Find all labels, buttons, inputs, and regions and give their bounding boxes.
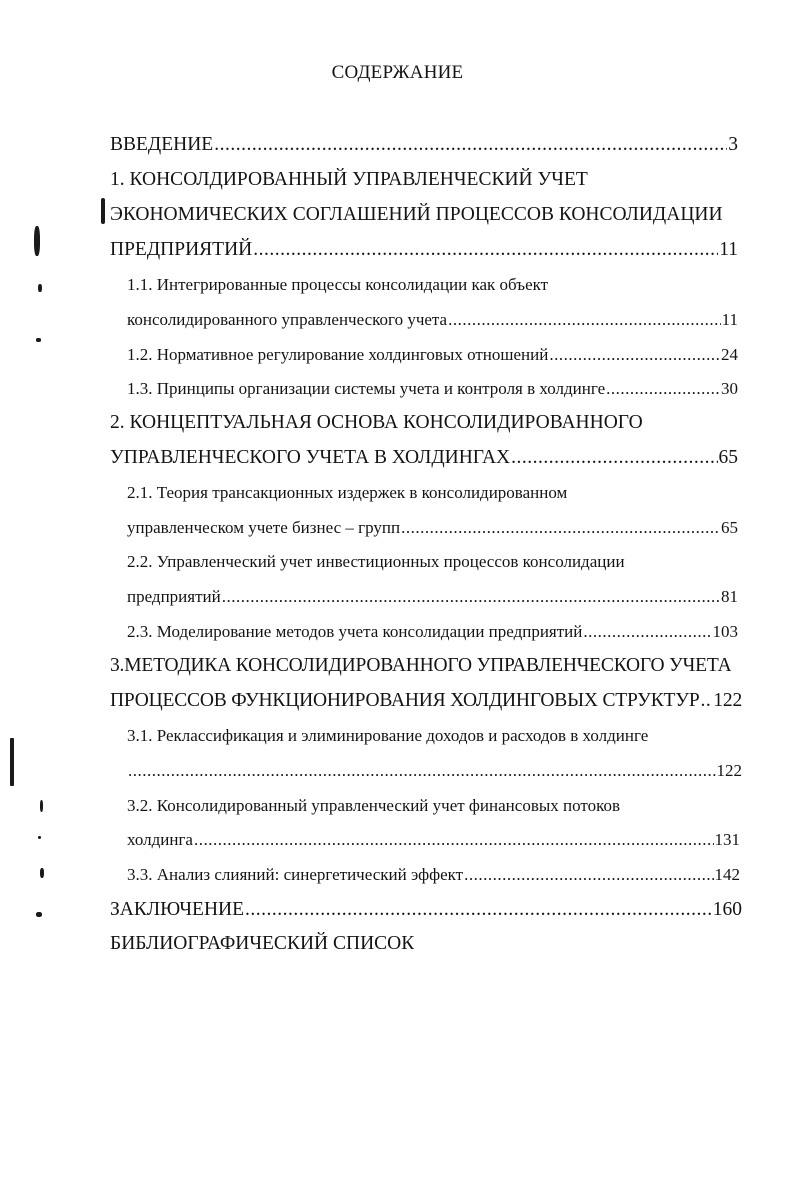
toc-page-number: 81 [721,587,738,606]
dot-leader [511,443,717,473]
toc-page-number: 11 [721,310,738,329]
dot-leader [583,617,711,647]
toc-entry-title: управленческом учете бизнес – групп [127,518,401,537]
toc-section-3-2-line-2[interactable] [127,825,740,855]
toc-section-2-1-line-2[interactable] [127,513,738,543]
toc-entry-title: 3.3. Анализ слияний: синергетический эффект [127,865,464,884]
dot-leader [401,513,720,543]
toc-section-2-3[interactable] [127,617,738,647]
toc-entry-title: 1.3. Принципы организации системы учета и контроля в холдинге [127,379,606,398]
toc-section-1-1-line-1[interactable]: 1.1. Интегрированные процессы консолидации как объект [127,275,549,294]
toc-page-number: 160 [712,899,742,920]
scan-speck [40,868,44,878]
dot-leader [245,895,712,925]
toc-page-number: 131 [714,830,740,849]
toc-entry-title: 2.3. Моделирование методов учета консолидации предприятий [127,622,583,641]
toc-entry-title: предприятий [127,587,221,606]
scan-speck [38,836,41,839]
dot-leader [128,756,716,786]
dot-leader [464,860,713,890]
toc-page-number: 30 [721,379,738,398]
toc-section-3-1-line-2[interactable] [127,756,742,786]
toc-section-2-2-line-1[interactable]: 2.2. Управленческий учет инвестиционных процессов консолидации [127,552,625,571]
toc-entry-title: ВВЕДЕНИЕ [110,134,214,155]
toc-section-3-1-line-1[interactable]: 3.1. Реклассификация и элиминирование доходов и расходов в холдинге [127,726,649,745]
toc-entry-bibliography[interactable]: БИБЛИОГРАФИЧЕСКИЙ СПИСОК [110,933,415,954]
toc-page-number: 142 [714,865,740,884]
toc-entry-title: УПРАВЛЕНЧЕСКОГО УЧЕТА В ХОЛДИНГАХ [110,447,511,468]
toc-entry-title: ПРОЦЕССОВ ФУНКЦИОНИРОВАНИЯ ХОЛДИНГОВЫХ СТРУКТУР [110,690,700,711]
dot-leader [253,235,718,265]
toc-section-3-2-line-1[interactable]: 3.2. Консолидированный управленческий учет финансовых потоков [127,796,621,815]
toc-section-1-1-line-2[interactable] [127,305,738,335]
toc-entry-title: ЗАКЛЮЧЕНИЕ [110,899,245,920]
toc-page-number: 103 [712,622,738,641]
toc-entry-title: холдинга [127,830,193,849]
scan-speck [38,284,42,292]
toc-entry-title: 1.2. Нормативное регулирование холдинговых отношений [127,345,549,364]
scan-speck [40,800,43,812]
toc-chapter-1-line-3[interactable] [110,235,738,265]
toc-section-2-1-line-1[interactable]: 2.1. Теория трансакционных издержек в консолидированном [127,483,568,502]
toc-entry-title: консолидированного управленческого учета [127,310,448,329]
toc-entry-intro[interactable] [110,130,738,160]
toc-chapter-2-line-2[interactable] [110,443,738,473]
dot-leader [194,825,714,855]
toc-page-number: 65 [718,447,738,468]
toc-chapter-1-line-1[interactable]: 1. КОНСОЛДИРОВАННЫЙ УПРАВЛЕНЧЕСКИЙ УЧЕТ [110,169,588,190]
scan-speck [34,226,40,256]
toc-page-number: 122 [713,690,742,711]
scan-speck [36,338,41,342]
scan-speck [101,198,105,224]
toc-section-2-2-line-2[interactable] [127,582,738,612]
page-title: СОДЕРЖАНИЕ [331,62,464,83]
toc-chapter-3-line-1[interactable]: 3.МЕТОДИКА КОНСОЛИДИРОВАННОГО УПРАВЛЕНЧЕСКОГО УЧЕТА [110,655,732,676]
toc-page-number: 11 [719,239,738,260]
toc-section-1-3[interactable] [127,374,738,404]
scan-speck [36,912,42,917]
toc-entry-conclusion[interactable] [110,895,742,925]
dot-leader [222,582,720,612]
dot-leader [448,305,721,335]
toc-page-number: 24 [721,345,738,364]
dot-leader [701,686,713,716]
toc-page-number: 3 [728,134,738,155]
dot-leader [214,130,727,160]
scan-speck [10,738,14,786]
toc-section-1-2[interactable] [127,340,738,370]
toc-entry-title: ПРЕДПРИЯТИЙ [110,239,253,260]
dot-leader [606,374,720,404]
toc-chapter-3-line-2[interactable] [110,686,742,716]
toc-chapter-1-line-2[interactable]: ЭКОНОМИЧЕСКИХ СОГЛАШЕНИЙ ПРОЦЕССОВ КОНСОЛИДАЦИИ [110,204,723,225]
toc-chapter-2-line-1[interactable]: 2. КОНЦЕПТУАЛЬНАЯ ОСНОВА КОНСОЛИДИРОВАННОГО [110,412,643,433]
toc-page-number: 65 [721,518,738,537]
dot-leader [549,340,720,370]
toc-section-3-3[interactable] [127,860,740,890]
toc-page-number: 122 [716,761,742,780]
